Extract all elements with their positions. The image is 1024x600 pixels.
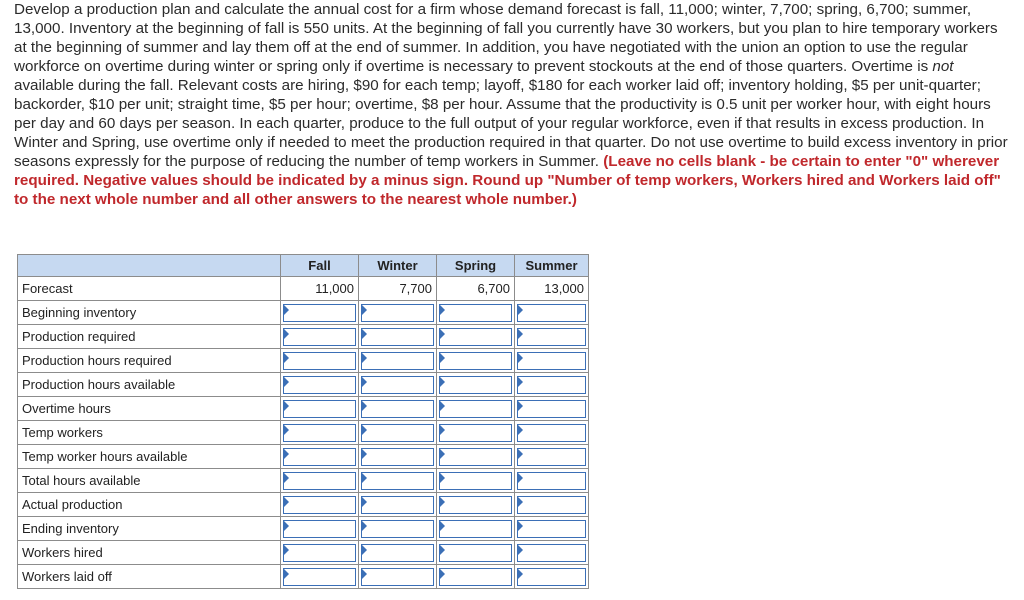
answer-input[interactable] <box>517 352 586 370</box>
cell-temp-worker-hours-available-fall <box>281 445 359 469</box>
cell-production-hours-required-summer <box>515 349 589 373</box>
cell-beginning-inventory-winter <box>359 301 437 325</box>
forecast-spring: 6,700 <box>437 277 515 301</box>
answer-input[interactable] <box>283 400 356 418</box>
answer-input[interactable] <box>283 568 356 586</box>
cell-production-hours-required-winter <box>359 349 437 373</box>
cell-temp-worker-hours-available-summer <box>515 445 589 469</box>
answer-input[interactable] <box>283 352 356 370</box>
cell-overtime-hours-summer <box>515 397 589 421</box>
table-header-row <box>18 255 589 277</box>
cell-ending-inventory-summer <box>515 517 589 541</box>
header-spring: Spring <box>437 255 515 277</box>
answer-input[interactable] <box>439 376 512 394</box>
answer-input[interactable] <box>517 328 586 346</box>
row-label-production-hours-required: Production hours required <box>18 349 281 373</box>
answer-input[interactable] <box>517 400 586 418</box>
answer-input[interactable] <box>517 448 586 466</box>
problem-text-part1: Develop a production plan and calculate the annual cost for a firm whose demand forecast is fall, 11,000; winter, 7,700; spring, 6,700; summer, 13,000. Inventory at the beginning of fall is 550 units. At the beginning of fall you currently have 30 workers, but you plan to hire temporary workers at the beginning of summer and lay them off at the end of summer. In addition, you have negotiated with the union an option to use the regular workforce on overtime during winter or spring only if overtime is necessary to prevent stockouts at the end of those quarters. Overtime is <box>14 1 998 75</box>
forecast-fall: 11,000 <box>281 277 359 301</box>
answer-input[interactable] <box>517 376 586 394</box>
cell-beginning-inventory-fall <box>281 301 359 325</box>
cell-temp-workers-summer <box>515 421 589 445</box>
row-label-production-required: Production required <box>18 325 281 349</box>
cell-temp-workers-fall <box>281 421 359 445</box>
cell-production-hours-available-summer <box>515 373 589 397</box>
answer-input[interactable] <box>361 400 434 418</box>
cell-total-hours-available-winter <box>359 469 437 493</box>
answer-input[interactable] <box>283 376 356 394</box>
table-row <box>18 493 589 517</box>
header-corner <box>18 255 281 277</box>
cell-overtime-hours-winter <box>359 397 437 421</box>
row-label-temp-workers: Temp workers <box>18 421 281 445</box>
table-row <box>18 301 589 325</box>
answer-input[interactable] <box>361 496 434 514</box>
answer-input[interactable] <box>439 496 512 514</box>
cell-temp-workers-spring <box>437 421 515 445</box>
answer-input[interactable] <box>439 448 512 466</box>
header-fall: Fall <box>281 255 359 277</box>
answer-input[interactable] <box>517 496 586 514</box>
cell-production-hours-available-spring <box>437 373 515 397</box>
forecast-winter: 7,700 <box>359 277 437 301</box>
answer-input[interactable] <box>439 520 512 538</box>
cell-total-hours-available-summer <box>515 469 589 493</box>
table-row <box>18 445 589 469</box>
cell-ending-inventory-spring <box>437 517 515 541</box>
answer-input[interactable] <box>517 520 586 538</box>
cell-ending-inventory-fall <box>281 517 359 541</box>
cell-ending-inventory-winter <box>359 517 437 541</box>
table-row <box>18 397 589 421</box>
cell-workers-laid-off-summer <box>515 565 589 589</box>
answer-input[interactable] <box>283 520 356 538</box>
cell-actual-production-summer <box>515 493 589 517</box>
row-label-ending-inventory: Ending inventory <box>18 517 281 541</box>
row-label-temp-worker-hours-available: Temp worker hours available <box>18 445 281 469</box>
cell-workers-hired-winter <box>359 541 437 565</box>
cell-total-hours-available-fall <box>281 469 359 493</box>
forecast-summer: 13,000 <box>515 277 589 301</box>
answer-input[interactable] <box>361 472 434 490</box>
cell-temp-worker-hours-available-winter <box>359 445 437 469</box>
answer-input[interactable] <box>439 400 512 418</box>
answer-input[interactable] <box>361 328 434 346</box>
cell-overtime-hours-fall <box>281 397 359 421</box>
cell-workers-laid-off-winter <box>359 565 437 589</box>
answer-input[interactable] <box>283 448 356 466</box>
cell-production-hours-available-winter <box>359 373 437 397</box>
cell-beginning-inventory-summer <box>515 301 589 325</box>
answer-input[interactable] <box>439 472 512 490</box>
cell-workers-hired-spring <box>437 541 515 565</box>
answer-input[interactable] <box>361 544 434 562</box>
cell-temp-worker-hours-available-spring <box>437 445 515 469</box>
answer-input[interactable] <box>517 544 586 562</box>
answer-input[interactable] <box>283 328 356 346</box>
cell-workers-hired-fall <box>281 541 359 565</box>
answer-input[interactable] <box>283 472 356 490</box>
problem-statement <box>14 0 1014 209</box>
problem-instructions: (Leave no cells blank - be certain to enter "0" wherever required. Negative values should be indicated by a minus sign. Round up "Number of temp workers, Workers hired and Workers laid off" to the next whole number and all other answers to the nearest whole number.) <box>14 153 1001 208</box>
answer-input[interactable] <box>361 520 434 538</box>
answer-input[interactable] <box>283 544 356 562</box>
answer-input[interactable] <box>361 352 434 370</box>
cell-production-required-summer <box>515 325 589 349</box>
answer-input[interactable] <box>517 568 586 586</box>
answer-input[interactable] <box>439 424 512 442</box>
cell-workers-laid-off-fall <box>281 565 359 589</box>
cell-total-hours-available-spring <box>437 469 515 493</box>
answer-input[interactable] <box>439 328 512 346</box>
cell-production-required-fall <box>281 325 359 349</box>
row-label-beginning-inventory: Beginning inventory <box>18 301 281 325</box>
header-summer: Summer <box>515 255 589 277</box>
cell-workers-hired-summer <box>515 541 589 565</box>
table-row <box>18 469 589 493</box>
cell-overtime-hours-spring <box>437 397 515 421</box>
answer-input[interactable] <box>283 304 356 322</box>
cell-production-hours-available-fall <box>281 373 359 397</box>
header-winter: Winter <box>359 255 437 277</box>
answer-input[interactable] <box>361 448 434 466</box>
answer-input[interactable] <box>439 304 512 322</box>
cell-actual-production-fall <box>281 493 359 517</box>
answer-input[interactable] <box>283 496 356 514</box>
answer-input[interactable] <box>361 304 434 322</box>
forecast-row <box>18 277 589 301</box>
answer-input[interactable] <box>517 424 586 442</box>
cell-production-hours-required-fall <box>281 349 359 373</box>
cell-beginning-inventory-spring <box>437 301 515 325</box>
answer-input[interactable] <box>439 544 512 562</box>
problem-text-emphasis: not <box>932 58 954 75</box>
answer-input[interactable] <box>517 304 586 322</box>
answer-input[interactable] <box>283 424 356 442</box>
cell-production-hours-required-spring <box>437 349 515 373</box>
table-row <box>18 541 589 565</box>
row-label-production-hours-available: Production hours available <box>18 373 281 397</box>
answer-input[interactable] <box>361 424 434 442</box>
cell-actual-production-spring <box>437 493 515 517</box>
table-row <box>18 373 589 397</box>
answer-input[interactable] <box>439 568 512 586</box>
cell-workers-laid-off-spring <box>437 565 515 589</box>
cell-temp-workers-winter <box>359 421 437 445</box>
production-plan-table <box>17 254 589 589</box>
table-row <box>18 565 589 589</box>
row-label-overtime-hours: Overtime hours <box>18 397 281 421</box>
cell-actual-production-winter <box>359 493 437 517</box>
table-row <box>18 349 589 373</box>
row-label-workers-laid-off: Workers laid off <box>18 565 281 589</box>
cell-production-required-winter <box>359 325 437 349</box>
row-label-actual-production: Actual production <box>18 493 281 517</box>
row-label-workers-hired: Workers hired <box>18 541 281 565</box>
table-row <box>18 325 589 349</box>
answer-input[interactable] <box>439 352 512 370</box>
row-label-forecast: Forecast <box>18 277 281 301</box>
answer-input[interactable] <box>361 376 434 394</box>
problem-text-part2: available during the fall. Relevant costs are hiring, $90 for each temp; layoff, $180 for each worker laid off; inventory holding, $5 per unit-quarter; backorder, $10 per unit; straight time, $5 per hour; overtime, $8 per hour. Assume that the productivity is 0.5 unit per worker hour, with eight hours per day and 60 days per season. In each quarter, produce to the full output of your regular workforce, even if that results in excess production. In Winter and Spring, use overtime only if needed to meet the production required in that quarter. Do not use overtime to build excess inventory in prior seasons expressly for the purpose of reducing the number of temp workers in Summer. <box>14 77 1008 170</box>
table-row <box>18 421 589 445</box>
table-row <box>18 517 589 541</box>
cell-production-required-spring <box>437 325 515 349</box>
answer-input[interactable] <box>517 472 586 490</box>
row-label-total-hours-available: Total hours available <box>18 469 281 493</box>
answer-input[interactable] <box>361 568 434 586</box>
